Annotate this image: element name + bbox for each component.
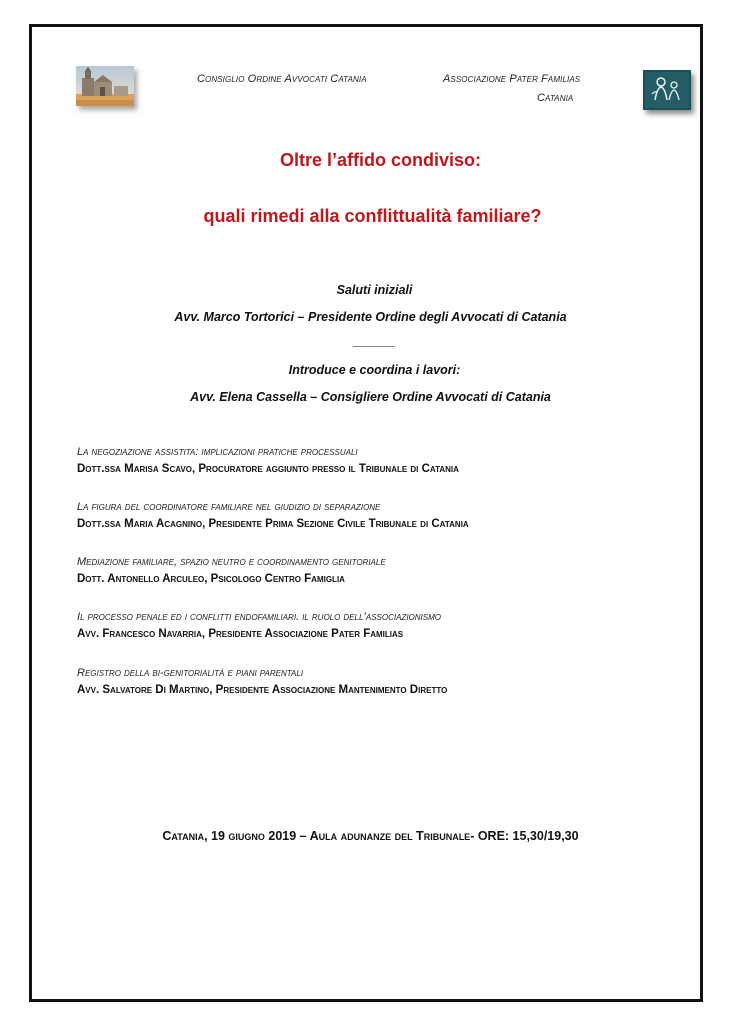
talk-speaker: Avv. Francesco Navarria, Presidente Associazione Pater Familias bbox=[77, 628, 404, 640]
moderator-label: Introduce e coordina i lavori: bbox=[288, 363, 461, 377]
family-silhouette-logo-icon bbox=[643, 70, 691, 110]
program-item bbox=[77, 555, 386, 587]
association-name: Associazione Pater Familias bbox=[443, 73, 581, 85]
talk-speaker: Dott. Antonello Arculeo, Psicologo Centro Famiglia bbox=[77, 573, 345, 585]
greetings-speaker: Avv. Marco Tortorici – Presidente Ordine degli Avvocati di Catania bbox=[174, 310, 567, 324]
association-logo-image bbox=[643, 70, 691, 110]
talk-topic: Il processo penale ed i conflitti endofamiliari. il ruolo dell’associazionismo bbox=[77, 611, 441, 623]
talk-speaker: Dott.ssa Marisa Scavo, Procuratore aggiunto presso il Tribunale di Catania bbox=[77, 463, 459, 475]
program-item bbox=[77, 500, 469, 532]
event-title-line-2: quali rimedi alla conflittualità familiare? bbox=[203, 206, 542, 226]
moderator-speaker: Avv. Elena Cassella – Consigliere Ordine Avvocati di Catania bbox=[190, 390, 551, 404]
talk-topic: La negoziazione assistita: implicazioni pratiche processuali bbox=[77, 446, 358, 458]
program-item bbox=[77, 666, 447, 698]
section-separator: ______ bbox=[353, 334, 396, 348]
talk-topic: La figura del coordinatore familiare nel giudizio di separazione bbox=[77, 501, 381, 513]
council-logo-image bbox=[76, 66, 134, 106]
talk-speaker: Avv. Salvatore Di Martino, Presidente Associazione Mantenimento Diretto bbox=[77, 684, 448, 696]
program-item bbox=[77, 610, 441, 642]
program-item bbox=[77, 445, 459, 477]
council-name: Consiglio Ordine Avvocati Catania bbox=[197, 73, 367, 85]
association-city: Catania bbox=[537, 92, 574, 104]
greetings-label: Saluti iniziali bbox=[336, 283, 413, 297]
talk-topic: Registro della bi-genitorialità e piani parentali bbox=[77, 667, 304, 679]
talk-topic: Mediazione familiare, spazio neutro e coordinamento genitoriale bbox=[77, 556, 386, 568]
talk-speaker: Dott.ssa Maria Acagnino, Presidente Prima Sezione Civile Tribunale di Catania bbox=[77, 518, 469, 530]
event-title-line-1: Oltre l’affido condiviso: bbox=[279, 150, 481, 170]
cathedral-photo-logo-icon bbox=[76, 66, 134, 106]
event-date-location: Catania, 19 giugno 2019 – Aula adunanze del Tribunale- ORE: 15,30/19,30 bbox=[162, 829, 579, 843]
